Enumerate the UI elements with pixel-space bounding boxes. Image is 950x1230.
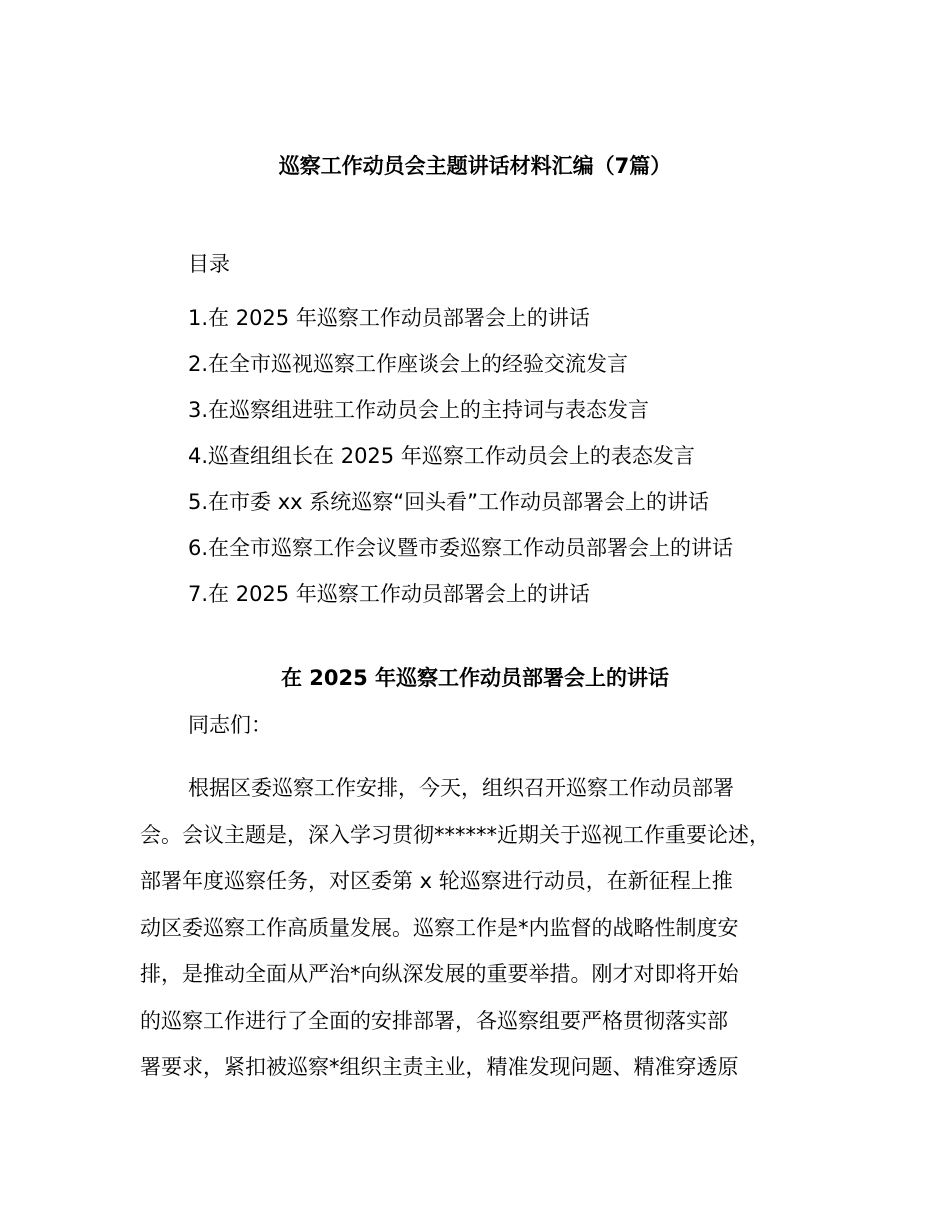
toc-list <box>188 295 733 617</box>
body-line-4: 动区委巡察工作高质量发展。巡察工作是*内监督的战略性制度安 <box>140 915 739 940</box>
toc-item-2: 2.在全市巡视巡察工作座谈会上的经验交流发言 <box>188 352 629 376</box>
body-paragraph <box>140 765 770 1091</box>
body-line-5: 排，是推动全面从严治*向纵深发展的重要举措。刚才对即将开始 <box>140 962 739 986</box>
toc-item-4: 4.巡查组组长在 2025 年巡察工作动员会上的表态发言 <box>188 444 695 468</box>
body-line-3: 部署年度巡察任务，对区委第 x 轮巡察进行动员，在新征程上推 <box>140 869 733 893</box>
toc-item-3: 3.在巡察组进驻工作动员会上的主持词与表态发言 <box>188 398 650 422</box>
body-line-2: 会。会议主题是，深入学习贯彻******近期关于巡视工作重要论述， <box>140 822 770 847</box>
toc-item-6: 6.在全市巡察工作会议暨市委巡察工作动员部署会上的讲话 <box>188 536 734 560</box>
toc-item-5: 5.在市委 xx 系统巡察“回头看”工作动员部署会上的讲话 <box>188 490 709 514</box>
body-line-1: 根据区委巡察工作安排，今天，组织召开巡察工作动员部署 <box>188 776 734 800</box>
toc-item-1: 1.在 2025 年巡察工作动员部署会上的讲话 <box>188 306 590 330</box>
salutation: 同志们： <box>188 713 272 737</box>
section-title: 在 2025 年巡察工作动员部署会上的讲话 <box>280 666 670 690</box>
body-line-6: 的巡察工作进行了全面的安排部署，各巡察组要严格贯彻落实部 <box>140 1008 728 1033</box>
toc-heading: 目录 <box>188 252 230 276</box>
toc-item-7: 7.在 2025 年巡察工作动员部署会上的讲话 <box>188 582 590 606</box>
body-line-7: 署要求，紧扣被巡察*组织主责主业，精准发现问题、精准穿透原 <box>140 1055 739 1079</box>
document-title: 巡察工作动员会主题讲话材料汇编（7篇） <box>278 154 672 178</box>
